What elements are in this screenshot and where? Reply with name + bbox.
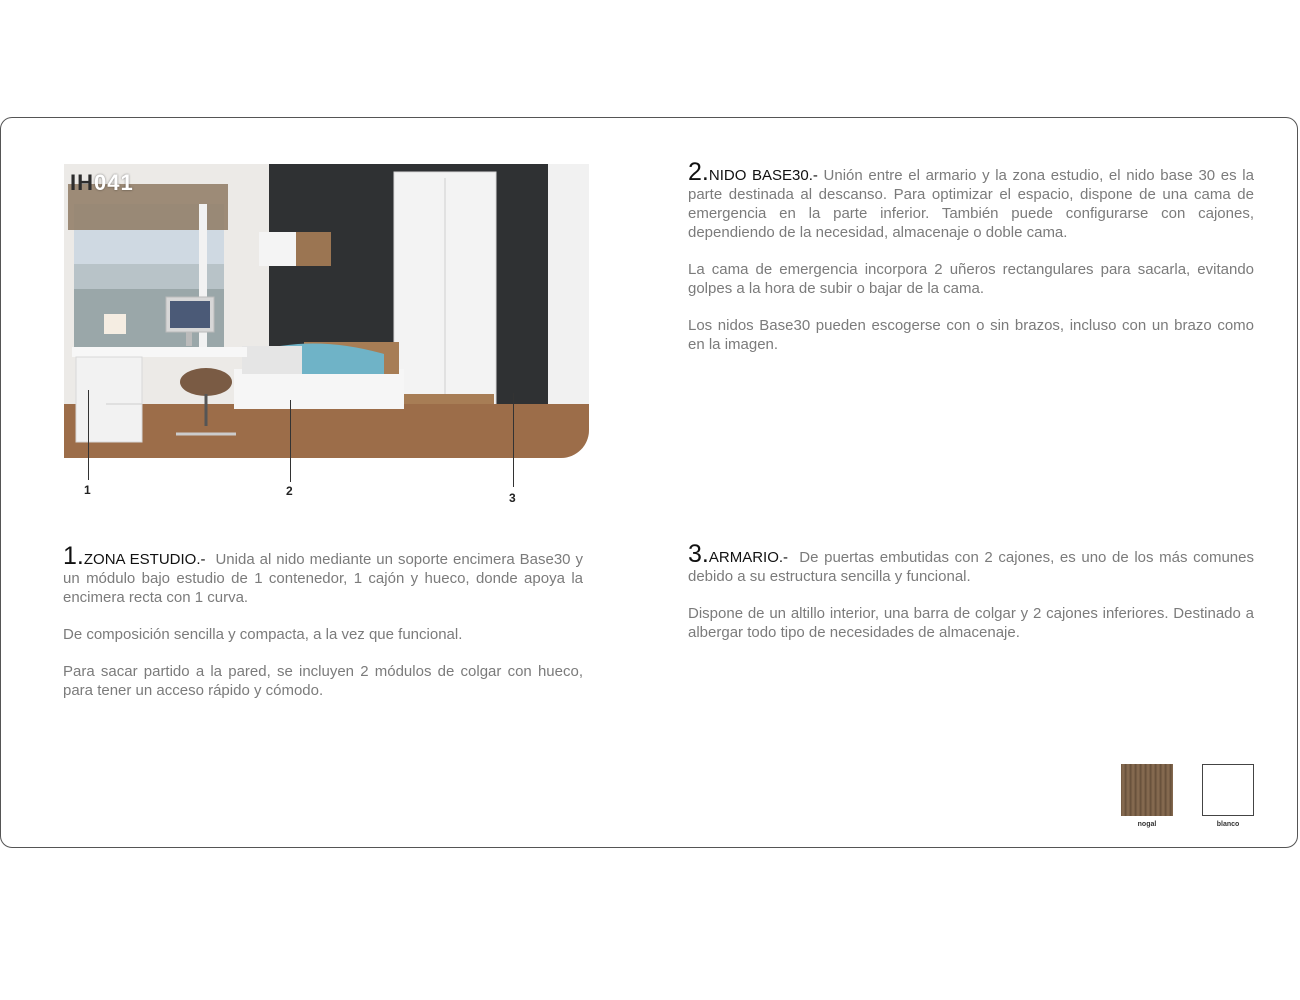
callout-number-1: 1 [84,483,91,497]
bedroom-illustration [64,164,589,458]
section-heading: ARMARIO.- [708,549,789,566]
section-heading: ZONA ESTUDIO.- [83,551,206,568]
section-nido-p2: La cama de emergencia incorpora 2 uñeros rectangulares para sacarla, evitando golpes a la hora de subir o bajar de la cama. [688,261,1254,297]
section-estudio-p1 [63,542,583,607]
callout-number-3: 3 [509,491,516,505]
swatch-blanco [1202,764,1254,816]
section-armario [688,540,1254,660]
section-heading: NIDO BASE30.- [708,167,818,184]
callout-line-1 [88,390,89,480]
swatch-nogal [1121,764,1173,816]
section-estudio-p3: Para sacar partido a la pared, se incluyen 2 módulos de colgar con hueco, para tener un acceso rápido y cómodo. [63,663,583,699]
section-nido-p3: Los nidos Base30 pueden escogerse con o sin brazos, incluso con un brazo como en la imagen. [688,317,1254,353]
paragraph: De puertas embutidas con 2 cajones, es uno de los más comunes debido a su estructura sencilla y funcional. [688,549,1254,585]
product-photo [64,164,589,458]
product-code: IH041 [70,170,134,195]
section-armario-p1 [688,540,1254,586]
swatch-label-blanco: blanco [1216,821,1240,828]
paragraph: Unida al nido mediante un soporte encimera Base30 y un módulo bajo estudio de 1 contenedor, 1 cajón y hueco, donde apoya la encimera recta con 1 curva. [63,551,583,606]
section-armario-p2: Dispone de un altillo interior, una barra de colgar y 2 cajones inferiores. Destinado a albergar todo tipo de necesidades de almacenaje. [688,605,1254,641]
section-estudio [63,542,583,718]
callout-number-2: 2 [286,484,293,498]
section-number: 2. [688,158,709,186]
swatch-label-nogal: nogal [1137,821,1157,828]
callout-line-2 [290,400,291,482]
callout-line-3 [513,393,514,487]
paragraph: Unión entre el armario y la zona estudio, el nido base 30 es la parte destinada al descanso. Para optimizar el espacio, dispone de una cama de emergencia en la parte inferior. También puede configurarse con cajones, dependiendo de la necesidad, almacenaje o doble cama. [688,167,1254,241]
section-nido [688,158,1254,372]
section-number: 3. [688,540,709,568]
section-number: 1. [63,542,84,570]
section-estudio-p2: De composición sencilla y compacta, a la vez que funcional. [63,626,463,643]
section-nido-p1 [688,158,1254,242]
